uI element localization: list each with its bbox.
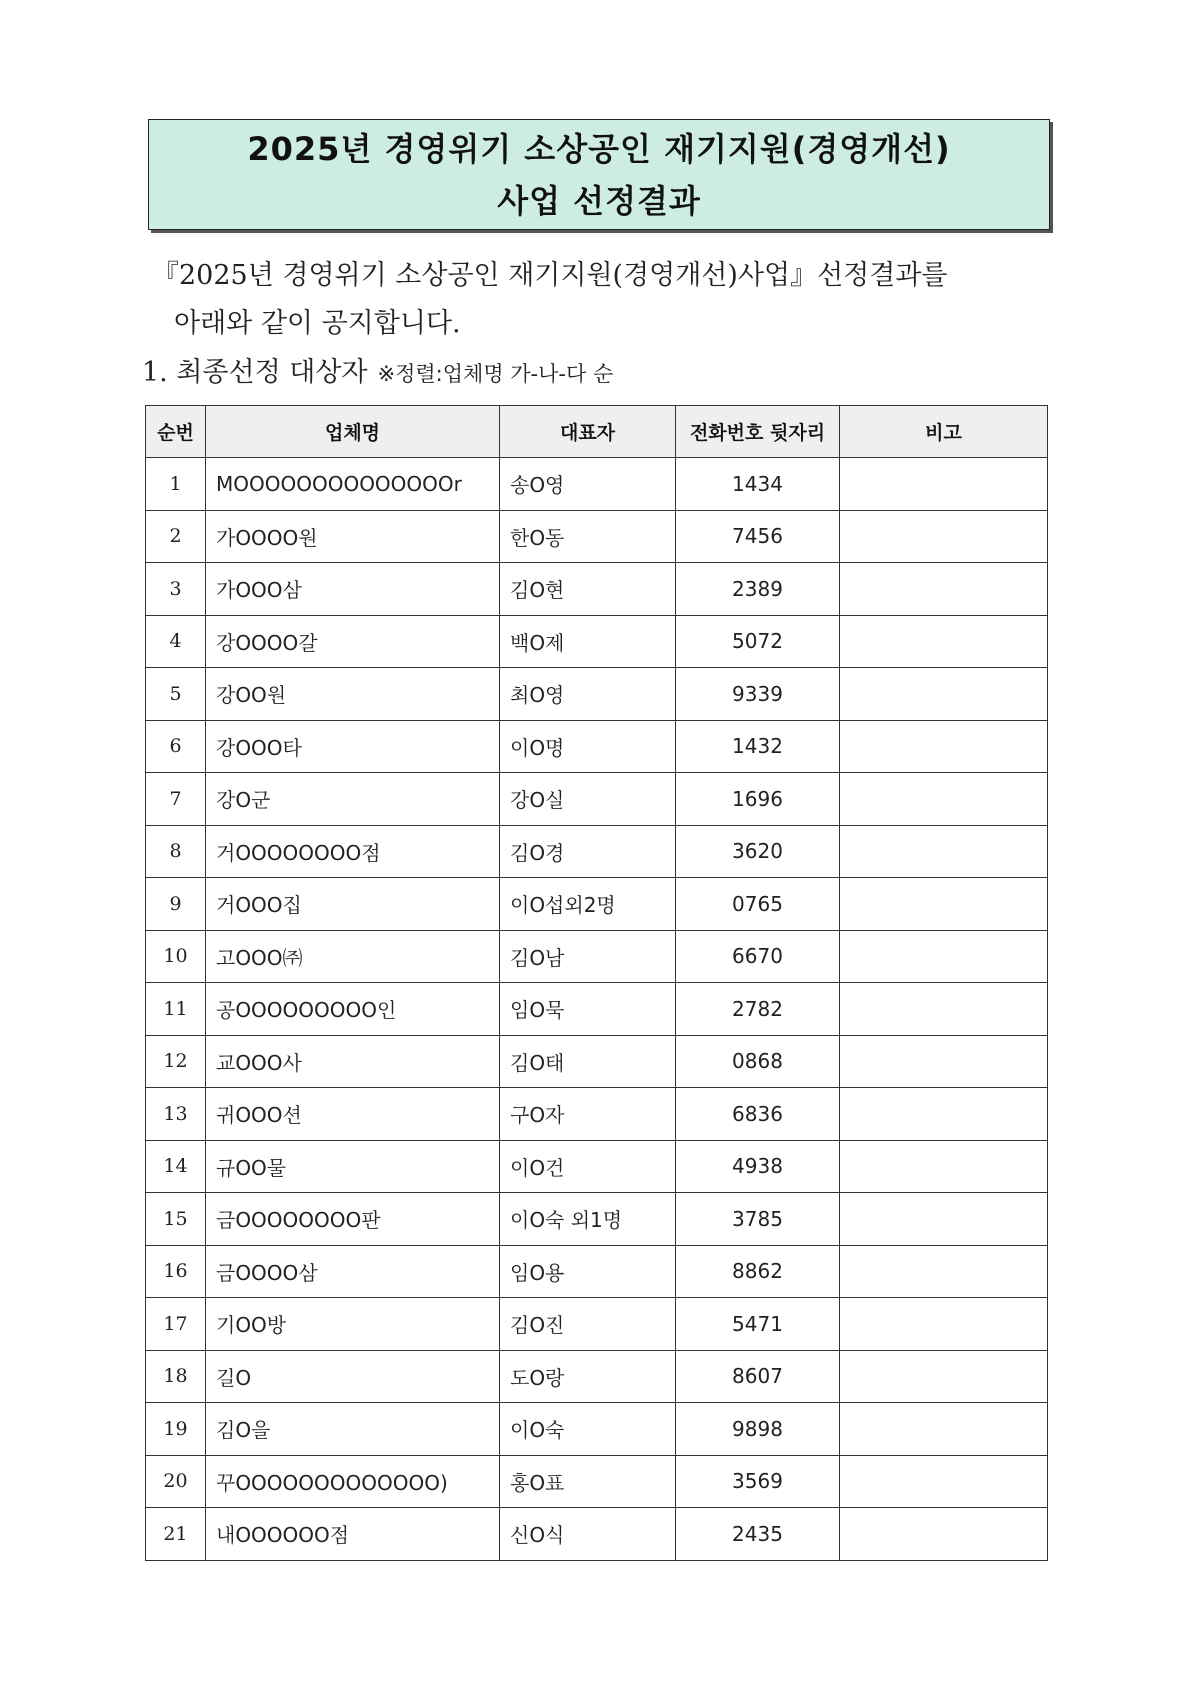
- company-name: 교OOO사: [206, 1035, 500, 1088]
- table-row: [146, 773, 1048, 826]
- phone-suffix: 4938: [676, 1140, 840, 1193]
- remark: [840, 878, 1048, 931]
- representative: 김O진: [500, 1298, 676, 1351]
- representative: 신O식: [500, 1508, 676, 1561]
- remark: [840, 930, 1048, 983]
- remark: [840, 458, 1048, 511]
- header-phone: 전화번호 뒷자리: [676, 406, 840, 458]
- company-name: 가OOOO원: [206, 510, 500, 563]
- representative: 임O묵: [500, 983, 676, 1036]
- header-note: 비고: [840, 406, 1048, 458]
- sort-note: ※정렬:업체명 가-나-다 순: [377, 362, 614, 386]
- table-row: [146, 668, 1048, 721]
- company-name: 길O: [206, 1350, 500, 1403]
- section-heading: [142, 350, 613, 389]
- table-row: [146, 1350, 1048, 1403]
- company-name: 강O군: [206, 773, 500, 826]
- row-number: 20: [146, 1455, 206, 1508]
- representative: 이O섭외2명: [500, 878, 676, 931]
- company-name: 거OOOOOOOO점: [206, 825, 500, 878]
- company-name: 내OOOOOO점: [206, 1508, 500, 1561]
- representative: 김O태: [500, 1035, 676, 1088]
- remark: [840, 720, 1048, 773]
- representative: 한O동: [500, 510, 676, 563]
- row-number: 13: [146, 1088, 206, 1141]
- phone-suffix: 3785: [676, 1193, 840, 1246]
- phone-suffix: 8607: [676, 1350, 840, 1403]
- remark: [840, 1403, 1048, 1456]
- table-body: [146, 458, 1048, 1561]
- representative: 이O건: [500, 1140, 676, 1193]
- row-number: 11: [146, 983, 206, 1036]
- phone-suffix: 0765: [676, 878, 840, 931]
- row-number: 15: [146, 1193, 206, 1246]
- company-name: MOOOOOOOOOOOOOOr: [206, 458, 500, 511]
- phone-suffix: 5471: [676, 1298, 840, 1351]
- table-row: [146, 1298, 1048, 1351]
- phone-suffix: 2389: [676, 563, 840, 616]
- table-header-row: [146, 406, 1048, 458]
- row-number: 18: [146, 1350, 206, 1403]
- table-row: [146, 878, 1048, 931]
- table-row: [146, 615, 1048, 668]
- representative: 송O영: [500, 458, 676, 511]
- remark: [840, 1455, 1048, 1508]
- row-number: 19: [146, 1403, 206, 1456]
- phone-suffix: 6670: [676, 930, 840, 983]
- table-row: [146, 1193, 1048, 1246]
- company-name: 강OOO타: [206, 720, 500, 773]
- table-row: [146, 458, 1048, 511]
- document-title-line-1: 2025년 경영위기 소상공인 재기지원(경영개선): [247, 129, 951, 168]
- phone-suffix: 1432: [676, 720, 840, 773]
- phone-suffix: 8862: [676, 1245, 840, 1298]
- representative: 김O경: [500, 825, 676, 878]
- title-box: [148, 119, 1050, 230]
- row-number: 8: [146, 825, 206, 878]
- table-row: [146, 1245, 1048, 1298]
- table-row: [146, 1455, 1048, 1508]
- representative: 이O명: [500, 720, 676, 773]
- company-name: 고OOO㈜: [206, 930, 500, 983]
- phone-suffix: 1434: [676, 458, 840, 511]
- table-row: [146, 720, 1048, 773]
- table-row: [146, 563, 1048, 616]
- row-number: 4: [146, 615, 206, 668]
- header-no: 순번: [146, 406, 206, 458]
- row-number: 3: [146, 563, 206, 616]
- company-name: 강OOOO갈: [206, 615, 500, 668]
- header-company: 업체명: [206, 406, 500, 458]
- remark: [840, 773, 1048, 826]
- remark: [840, 510, 1048, 563]
- phone-suffix: 5072: [676, 615, 840, 668]
- table-row: [146, 983, 1048, 1036]
- row-number: 7: [146, 773, 206, 826]
- intro-line-2: 아래와 같이 공지합니다.: [174, 308, 461, 339]
- table-row: [146, 510, 1048, 563]
- remark: [840, 1193, 1048, 1246]
- results-table: [145, 405, 1048, 1561]
- intro-paragraph: [152, 252, 1052, 348]
- company-name: 귀OOO션: [206, 1088, 500, 1141]
- representative: 구O자: [500, 1088, 676, 1141]
- remark: [840, 1350, 1048, 1403]
- table-row: [146, 930, 1048, 983]
- representative: 이O숙: [500, 1403, 676, 1456]
- row-number: 1: [146, 458, 206, 511]
- remark: [840, 1245, 1048, 1298]
- phone-suffix: 7456: [676, 510, 840, 563]
- representative: 강O실: [500, 773, 676, 826]
- table-row: [146, 1403, 1048, 1456]
- remark: [840, 668, 1048, 721]
- remark: [840, 1088, 1048, 1141]
- phone-suffix: 9898: [676, 1403, 840, 1456]
- remark: [840, 615, 1048, 668]
- company-name: 규OO물: [206, 1140, 500, 1193]
- row-number: 21: [146, 1508, 206, 1561]
- representative: 임O용: [500, 1245, 676, 1298]
- table-row: [146, 1035, 1048, 1088]
- remark: [840, 563, 1048, 616]
- table-row: [146, 825, 1048, 878]
- remark: [840, 1140, 1048, 1193]
- representative: 김O남: [500, 930, 676, 983]
- row-number: 14: [146, 1140, 206, 1193]
- row-number: 5: [146, 668, 206, 721]
- company-name: 기OO방: [206, 1298, 500, 1351]
- row-number: 10: [146, 930, 206, 983]
- phone-suffix: 3620: [676, 825, 840, 878]
- company-name: 꾸OOOOOOOOOOOOO): [206, 1455, 500, 1508]
- table-row: [146, 1140, 1048, 1193]
- representative: 도O랑: [500, 1350, 676, 1403]
- company-name: 김O을: [206, 1403, 500, 1456]
- phone-suffix: 6836: [676, 1088, 840, 1141]
- representative: 김O현: [500, 563, 676, 616]
- intro-line-1: 『2025년 경영위기 소상공인 재기지원(경영개선)사업』선정결과를: [152, 260, 948, 291]
- company-name: 강OO원: [206, 668, 500, 721]
- representative: 최O영: [500, 668, 676, 721]
- company-name: 공OOOOOOOOO인: [206, 983, 500, 1036]
- row-number: 16: [146, 1245, 206, 1298]
- representative: 백O제: [500, 615, 676, 668]
- row-number: 17: [146, 1298, 206, 1351]
- row-number: 12: [146, 1035, 206, 1088]
- company-name: 금OOOOOOOO판: [206, 1193, 500, 1246]
- row-number: 9: [146, 878, 206, 931]
- representative: 홍O표: [500, 1455, 676, 1508]
- document-title-line-2: 사업 선정결과: [497, 181, 701, 220]
- remark: [840, 1298, 1048, 1351]
- company-name: 거OOO집: [206, 878, 500, 931]
- phone-suffix: 3569: [676, 1455, 840, 1508]
- phone-suffix: 1696: [676, 773, 840, 826]
- representative: 이O숙 외1명: [500, 1193, 676, 1246]
- phone-suffix: 0868: [676, 1035, 840, 1088]
- phone-suffix: 2782: [676, 983, 840, 1036]
- company-name: 가OOO삼: [206, 563, 500, 616]
- remark: [840, 1035, 1048, 1088]
- remark: [840, 825, 1048, 878]
- row-number: 6: [146, 720, 206, 773]
- table-row: [146, 1088, 1048, 1141]
- company-name: 금OOOO삼: [206, 1245, 500, 1298]
- remark: [840, 983, 1048, 1036]
- remark: [840, 1508, 1048, 1561]
- section-title: 1. 최종선정 대상자: [142, 357, 368, 388]
- phone-suffix: 2435: [676, 1508, 840, 1561]
- header-representative: 대표자: [500, 406, 676, 458]
- table-row: [146, 1508, 1048, 1561]
- row-number: 2: [146, 510, 206, 563]
- phone-suffix: 9339: [676, 668, 840, 721]
